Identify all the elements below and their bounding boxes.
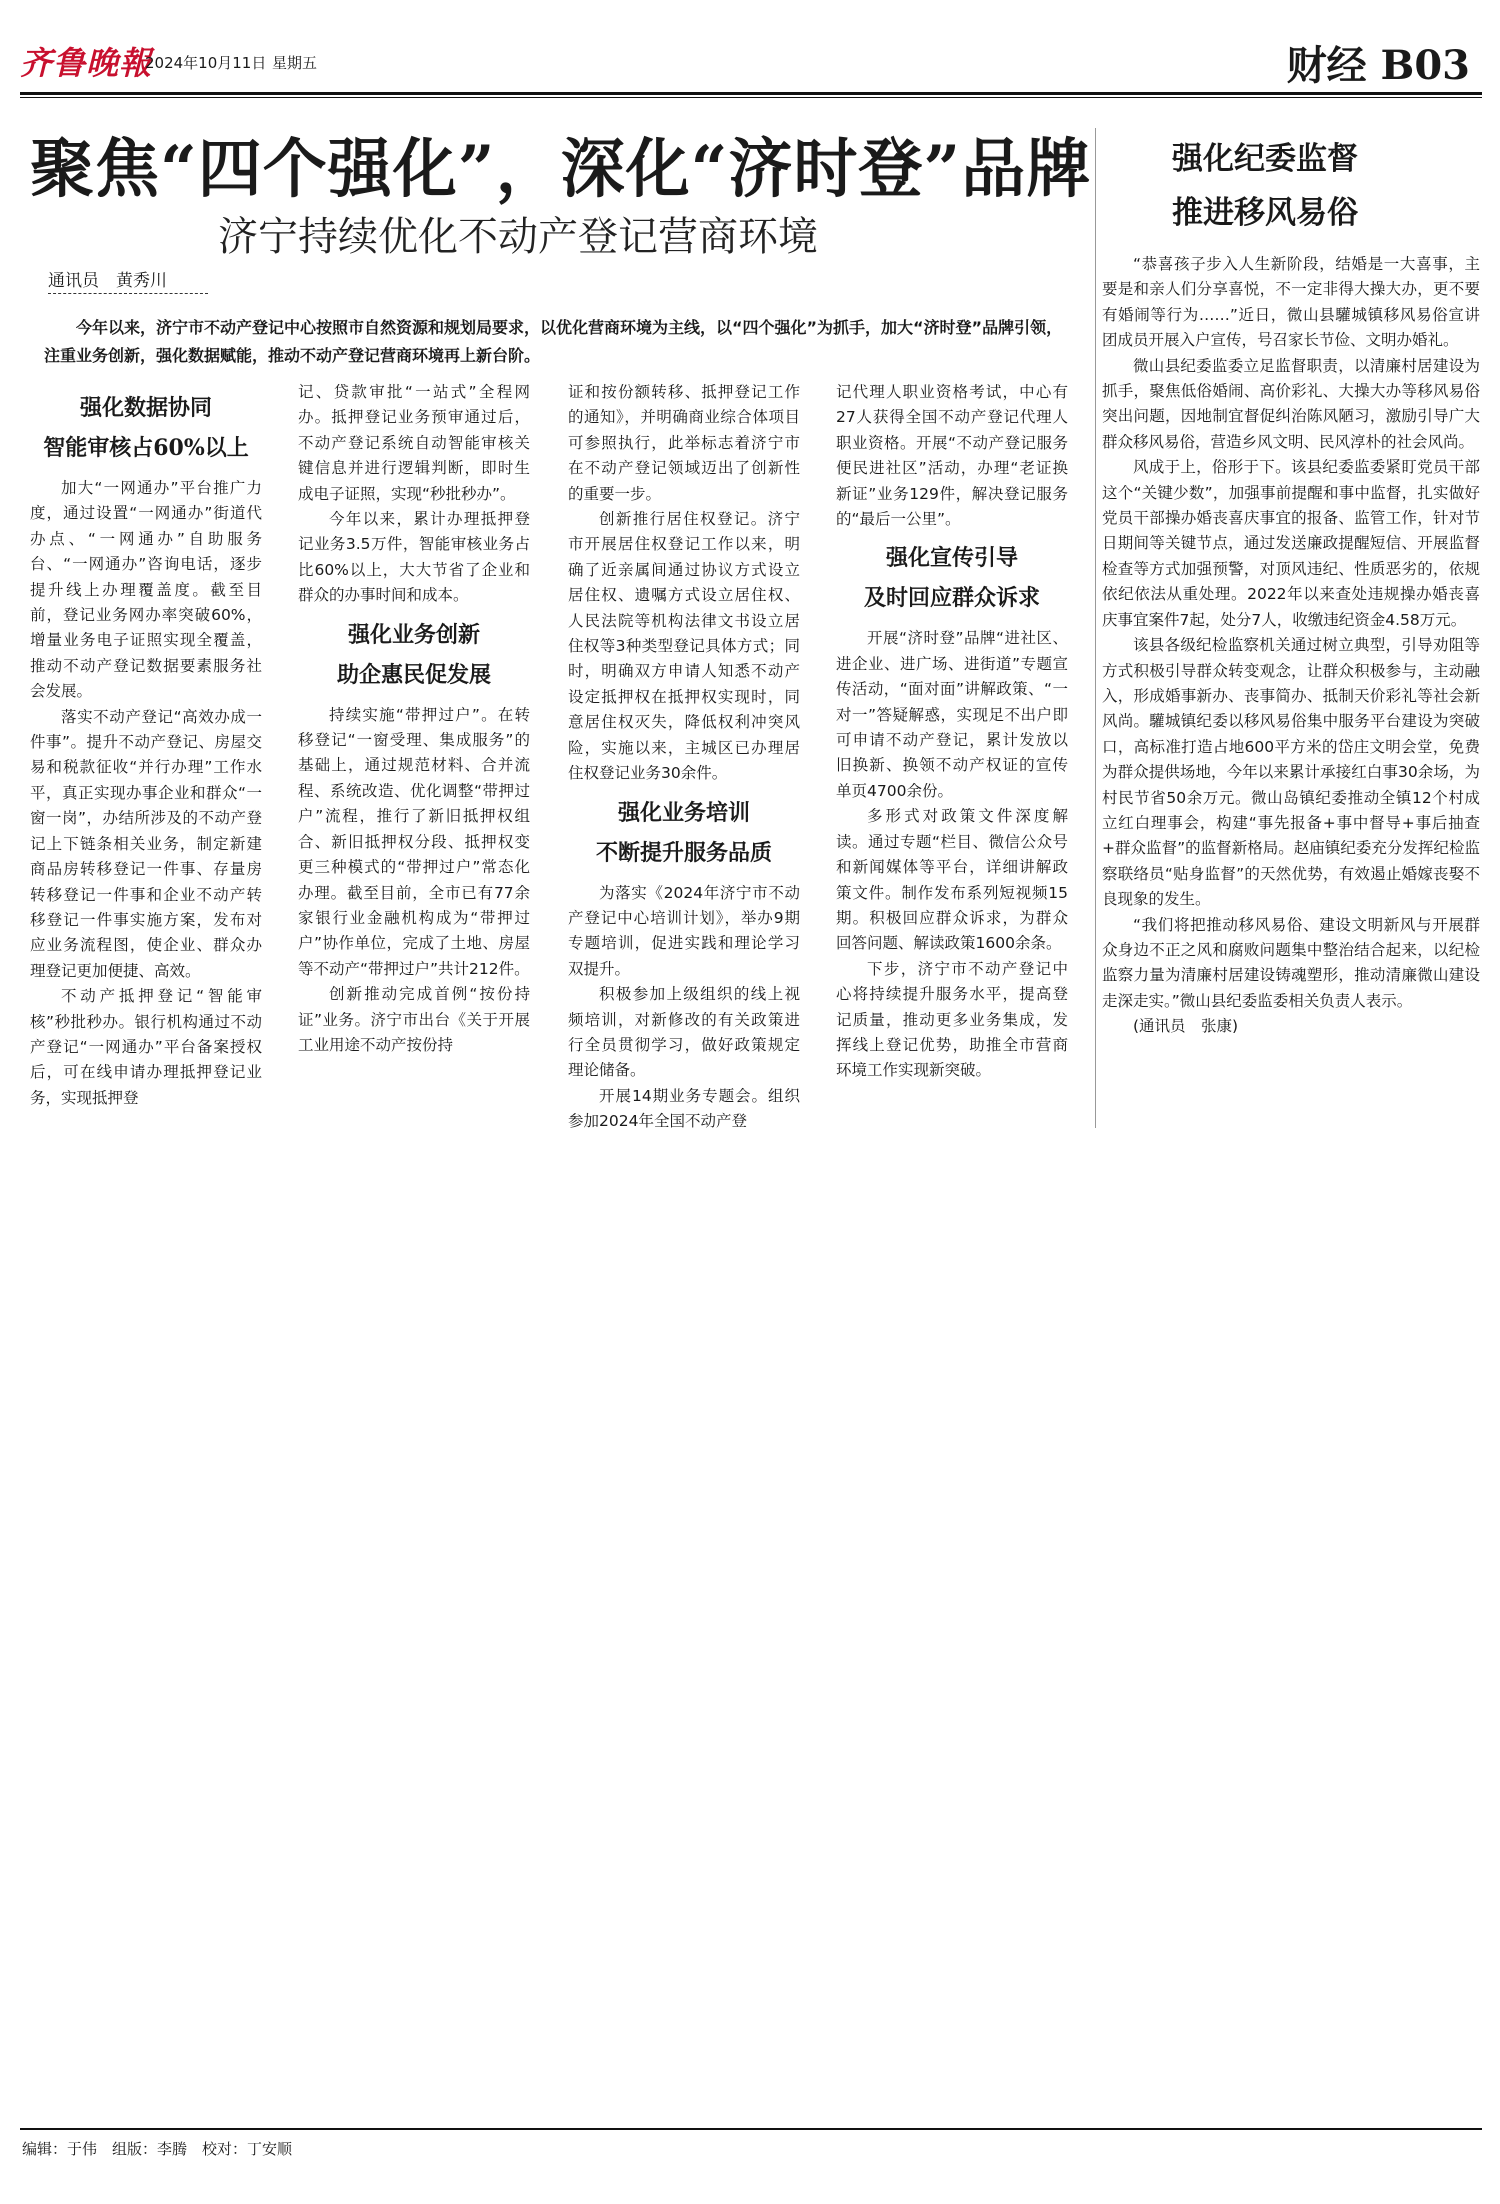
- page-credits: 编辑：于伟 组版：李腾 校对：丁安顺: [22, 2140, 293, 2158]
- masthead-rule: [20, 92, 1482, 95]
- paragraph: 持续实施“带押过户”。在转移登记“一窗受理、集成服务”的基础上，通过规范材料、合并流程、系统改造、优化调整“带押过户”流程，推行了新旧抵押权组合、新旧抵押权分段、抵押权变更三种模式的“带押过户”常态化办理。截至目前，全市已有77余家银行业金融机构成为“带押过户”协作单位，完成了土地、房屋等不动产“带押过户”共计212件。: [298, 705, 530, 978]
- paragraph: 今年以来，累计办理抵押登记业务3.5万件，智能审核业务占比60%以上，大大节省了企业和群众的办事时间和成本。: [298, 510, 530, 605]
- section-subtitle-line: 不断提升服务品质: [595, 839, 772, 866]
- section-subtitle-line: 强化业务培训: [617, 799, 750, 826]
- section-subtitle-line: 智能审核占60%以上: [43, 435, 249, 461]
- article-column-2: [298, 380, 530, 1058]
- issue-weekday: 星期五: [272, 54, 318, 72]
- section-subtitle: [568, 793, 800, 873]
- section-subtitle: [298, 615, 530, 695]
- paragraph: 风成于上，俗形于下。该县纪委监委紧盯党员干部这个“关键少数”，加强事前提醒和事中监督，扎实做好党员干部操办婚丧喜庆事宜的报备、监管工作，针对节日期间等关键节点，通过发送廉政提醒短信、开展监督检查等方式加强预警，对顶风违纪、性质恶劣的，依规依纪依法从重处理。2022年以来查处违规操办婚丧喜庆事宜案件7起，处分7人，收缴违纪资金4.58万元。: [1102, 458, 1480, 629]
- section-subtitle: [836, 538, 1068, 618]
- section-subtitle: [30, 388, 262, 468]
- sidebar-body: [1102, 252, 1480, 1040]
- section-subtitle-line: 强化数据协同: [79, 395, 212, 421]
- article-lead: 今年以来，济宁市不动产登记中心按照市自然资源和规划局要求，以优化营商环境为主线，以“四个强化”为抓手，加大“济时登”品牌引领，注重业务创新，强化数据赋能，推动不动产登记营商环境再上新台阶。: [44, 318, 1063, 365]
- paragraph: “恭喜孩子步入人生新阶段，结婚是一大喜事，主要是和亲人们分享喜悦，不一定非得大操大办，更不要有婚闹等行为……”近日，微山县驩城镇移风易俗宣讲团成员开展入户宣传，号召家长节俭、文明办婚礼。: [1102, 255, 1480, 350]
- paragraph: 积极参加上级组织的线上视频培训，对新修改的有关政策进行全员贯彻学习，做好政策规定理论储备。: [568, 985, 800, 1080]
- section-subtitle-line: 强化业务创新: [347, 621, 480, 648]
- paragraph: 记代理人职业资格考试，中心有27人获得全国不动产登记代理人职业资格。开展“不动产登记服务便民进社区”活动，办理“老证换新证”业务129件，解决登记服务的“最后一公里”。: [836, 383, 1068, 529]
- paragraph: 微山县纪委监委立足监督职责，以清廉村居建设为抓手，聚焦低俗婚闹、高价彩礼、大操大办等移风易俗突出问题，因地制宜督促纠治陈风陋习，激励引导广大群众移风易俗，营造乡风文明、民风淳朴的社会风尚。: [1102, 356, 1480, 451]
- sidebar-divider: [1095, 128, 1096, 1128]
- paragraph: “我们将把推动移风易俗、建设文明新风与开展群众身边不正之风和腐败问题集中整治结合起来，以纪检监察力量为清廉村居建设铸魂塑形，推动清廉微山建设走深走实。”微山县纪委监委相关负责人表示。: [1102, 915, 1480, 1010]
- sidebar-headline-line: 强化纪委监督: [1172, 141, 1358, 177]
- paragraph: 不动产抵押登记“智能审核”秒批秒办。银行机构通过不动产登记“一网通办”平台备案授权后，可在线申请办理抵押登记业务，实现抵押登: [30, 987, 262, 1107]
- newspaper-logo: 齐鲁晚報: [20, 44, 153, 82]
- paragraph: 落实不动产登记“高效办成一件事”。提升不动产登记、房屋交易和税款征收“并行办理”工作水平，真正实现办事企业和群众“一窗一岗”，办结所涉及的不动产登记上下链条相关业务，制定新建商品房转移登记一件事、存量房转移登记一件事和企业不动产转移登记一件事实施方案，发布对应业务流程图，使企业、群众办理登记更加便捷、高效。: [30, 707, 262, 980]
- paragraph: 创新推行居住权登记。济宁市开展居住权登记工作以来，明确了近亲属间通过协议方式设立居住权、遗嘱方式设立居住权、人民法院等机构法律文书设立居住权等3种类型登记具体方式；同时，明确双方申请人知悉不动产设定抵押权在抵押权实现时，同意居住权灭失，降低权利冲突风险，实施以来，主城区已办理居住权登记业务30余件。: [568, 510, 800, 783]
- paragraph: 加大“一网通办”平台推广力度，通过设置“一网通办”街道代办点、“一网通办”自助服务台、“一网通办”咨询电话，逐步提升线上办理覆盖度。截至目前，登记业务网办率突破60%，增量业务电子证照实现全覆盖，推动不动产登记数据要素服务社会发展。: [30, 479, 262, 701]
- article-subheadline: 济宁持续优化不动产登记营商环境: [218, 214, 818, 260]
- byline-rule: [48, 293, 208, 294]
- section-subtitle-line: 及时回应群众诉求: [863, 585, 1040, 612]
- paragraph: 记、贷款审批“一站式”全程网办。抵押登记业务预审通过后，不动产登记系统自动智能审核关键信息并进行逻辑判断，即时生成电子证照，实现“秒批秒办”。: [298, 383, 530, 503]
- paragraph: 证和按份额转移、抵押登记工作的通知》，并明确商业综合体项目可参照执行，此举标志着济宁市在不动产登记领域迈出了创新性的重要一步。: [568, 383, 800, 503]
- article-column-4: [836, 380, 1068, 1084]
- paragraph: 多形式对政策文件深度解读。通过专题“栏目、微信公众号和新闻媒体等平台，详细讲解政策文件。制作发布系列短视频15期。积极回应群众诉求，为群众回答问题、解读政策1600余条。: [836, 807, 1068, 953]
- sidebar-signature: (通讯员 张康): [1133, 1017, 1239, 1036]
- issue-date: 2024年10月11日: [145, 54, 267, 72]
- masthead-rule-thin: [20, 97, 1482, 98]
- paragraph: 该县各级纪检监察机关通过树立典型，引导劝阻等方式积极引导群众转变观念，让群众积极参与，主动融入，形成婚事新办、丧事简办、抵制天价彩礼等社会新风尚。驩城镇纪委以移风易俗集中服务平台建设为突破口，高标准打造占地600平方米的岱庄文明会堂，免费为群众提供场地，今年以来累计承接红白事30余场，为村民节省50余万元。微山岛镇纪委推动全镇12个村成立红白理事会，构建“事先报备+事中督导+事后抽查+群众监督”的监督新格局。赵庙镇纪委充分发挥纪检监察联络员“贴身监督”的天然优势，有效遏止婚嫁丧娶不良现象的发生。: [1102, 636, 1480, 909]
- paragraph: 创新推动完成首例“按份持证”业务。济宁市出台《关于开展工业用途不动产按份持: [298, 985, 530, 1054]
- section-label: 财经 B03: [1286, 42, 1470, 89]
- article-column-3: [568, 380, 800, 1135]
- footer-rule: [20, 2128, 1482, 2130]
- paragraph: 下步，济宁市不动产登记中心将持续提升服务水平，提高登记质量，推动更多业务集成，发挥线上登记优势，助推全市营商环境工作实现新突破。: [836, 959, 1068, 1080]
- paragraph: 开展“济时登”品牌“进社区、进企业、进广场、进街道”专题宣传活动，“面对面”讲解政策、“一对一”答疑解惑，实现足不出户即可申请不动产登记，累计发放以旧换新、换领不动产权证的宣传单页4700余份。: [836, 629, 1068, 800]
- article-byline: 通讯员 黄秀川: [48, 271, 167, 291]
- sidebar-headline: [1100, 132, 1430, 240]
- section-subtitle-line: 助企惠民促发展: [336, 661, 491, 688]
- paragraph: 开展14期业务专题会。组织参加2024年全国不动产登: [568, 1086, 800, 1131]
- section-subtitle-line: 强化宣传引导: [885, 545, 1018, 572]
- article-column-1: [30, 382, 262, 1111]
- paragraph: 为落实《2024年济宁市不动产登记中心培训计划》，举办9期专题培训，促进实践和理论学习双提升。: [568, 883, 800, 978]
- sidebar-headline-line: 推进移风易俗: [1172, 195, 1358, 231]
- article-headline: 聚焦“四个强化”，深化“济时登”品牌: [30, 132, 1092, 207]
